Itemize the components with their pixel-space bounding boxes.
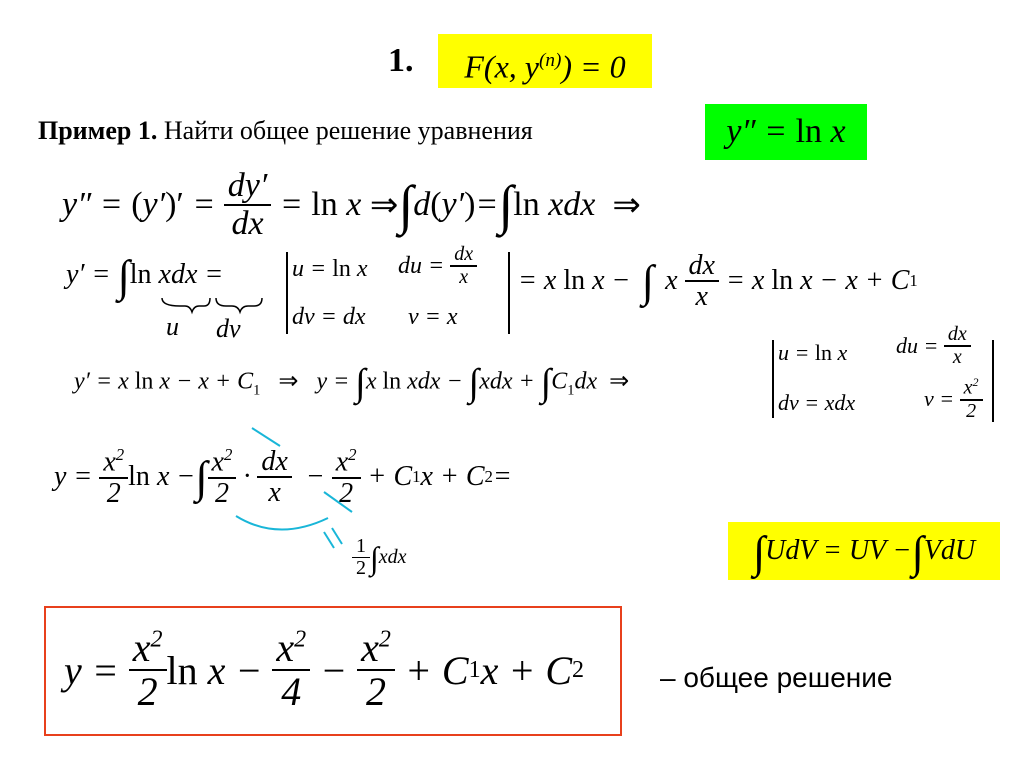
answer-equation: y = $\frac{x^2}{2}$ ln x − $\frac{x^2}{4}$ − $\frac{x^2}{2}$ + C 1 x + C 2: [64, 625, 585, 714]
step-line-1: y″ = ( y′ )′ = $\frac{dy'}{dx}$ = ln x ⇒ ∫ d ( y′ ) = ∫ ln xdx ⇒: [62, 167, 641, 242]
example-text: Найти общее решение уравнения: [163, 116, 533, 145]
step-line-2-braces: [160, 296, 270, 346]
section-number: 1.: [388, 42, 414, 79]
step-line-4: y = $\frac{x^2}{2}$ ln x − ∫ $\frac{x^2}{2}$ · $\frac{dx}{x}$ − $\frac{x^2}{2}$ + C 1 x + C 2 =: [54, 444, 512, 509]
integration-by-parts-box: ∫UdV = UV −∫VdU: [728, 522, 1000, 580]
step-line-4-note: $\frac{1}{2}$ ∫ xdx: [352, 536, 407, 579]
step-line-3: y′ = x $\ln x - x + C_1$ ⇒ y = ∫x ln xdx − $\int xdx + \int C_1dx$ ⇒: [74, 362, 630, 404]
annotation-strokes-icon: [228, 420, 368, 550]
matrix-bar-right: [508, 252, 510, 334]
brace-label-u: u: [166, 312, 179, 341]
substitution-table-1: u = ln x du = $\frac{dx}{x}$ dv = dx v = x: [292, 244, 502, 336]
example-heading: [38, 116, 533, 146]
example-equation: y″ = ln x: [705, 104, 867, 160]
step-line-2-right: = x ln x − ∫ x $\frac{dx}{x}$ = x ln x − x + C 1: [518, 249, 918, 312]
matrix-bar-left: [286, 252, 288, 334]
substitution-table-2: u = ln x du = $\frac{dx}{x}$ dv = xdx v = $\frac{x^2}{2}$: [778, 322, 988, 440]
title-equation: F(x, $y^{(n)}) = 0$: [438, 34, 652, 88]
step-line-2-left: y′ = ∫ln xdx =: [66, 251, 224, 301]
matrix-bar-right-2: [992, 340, 994, 422]
example-label: Пример 1.: [38, 116, 158, 145]
brace-label-dv: dv: [216, 314, 241, 343]
answer-label: – общее решение: [660, 662, 893, 693]
matrix-bar-left-2: [772, 340, 774, 418]
